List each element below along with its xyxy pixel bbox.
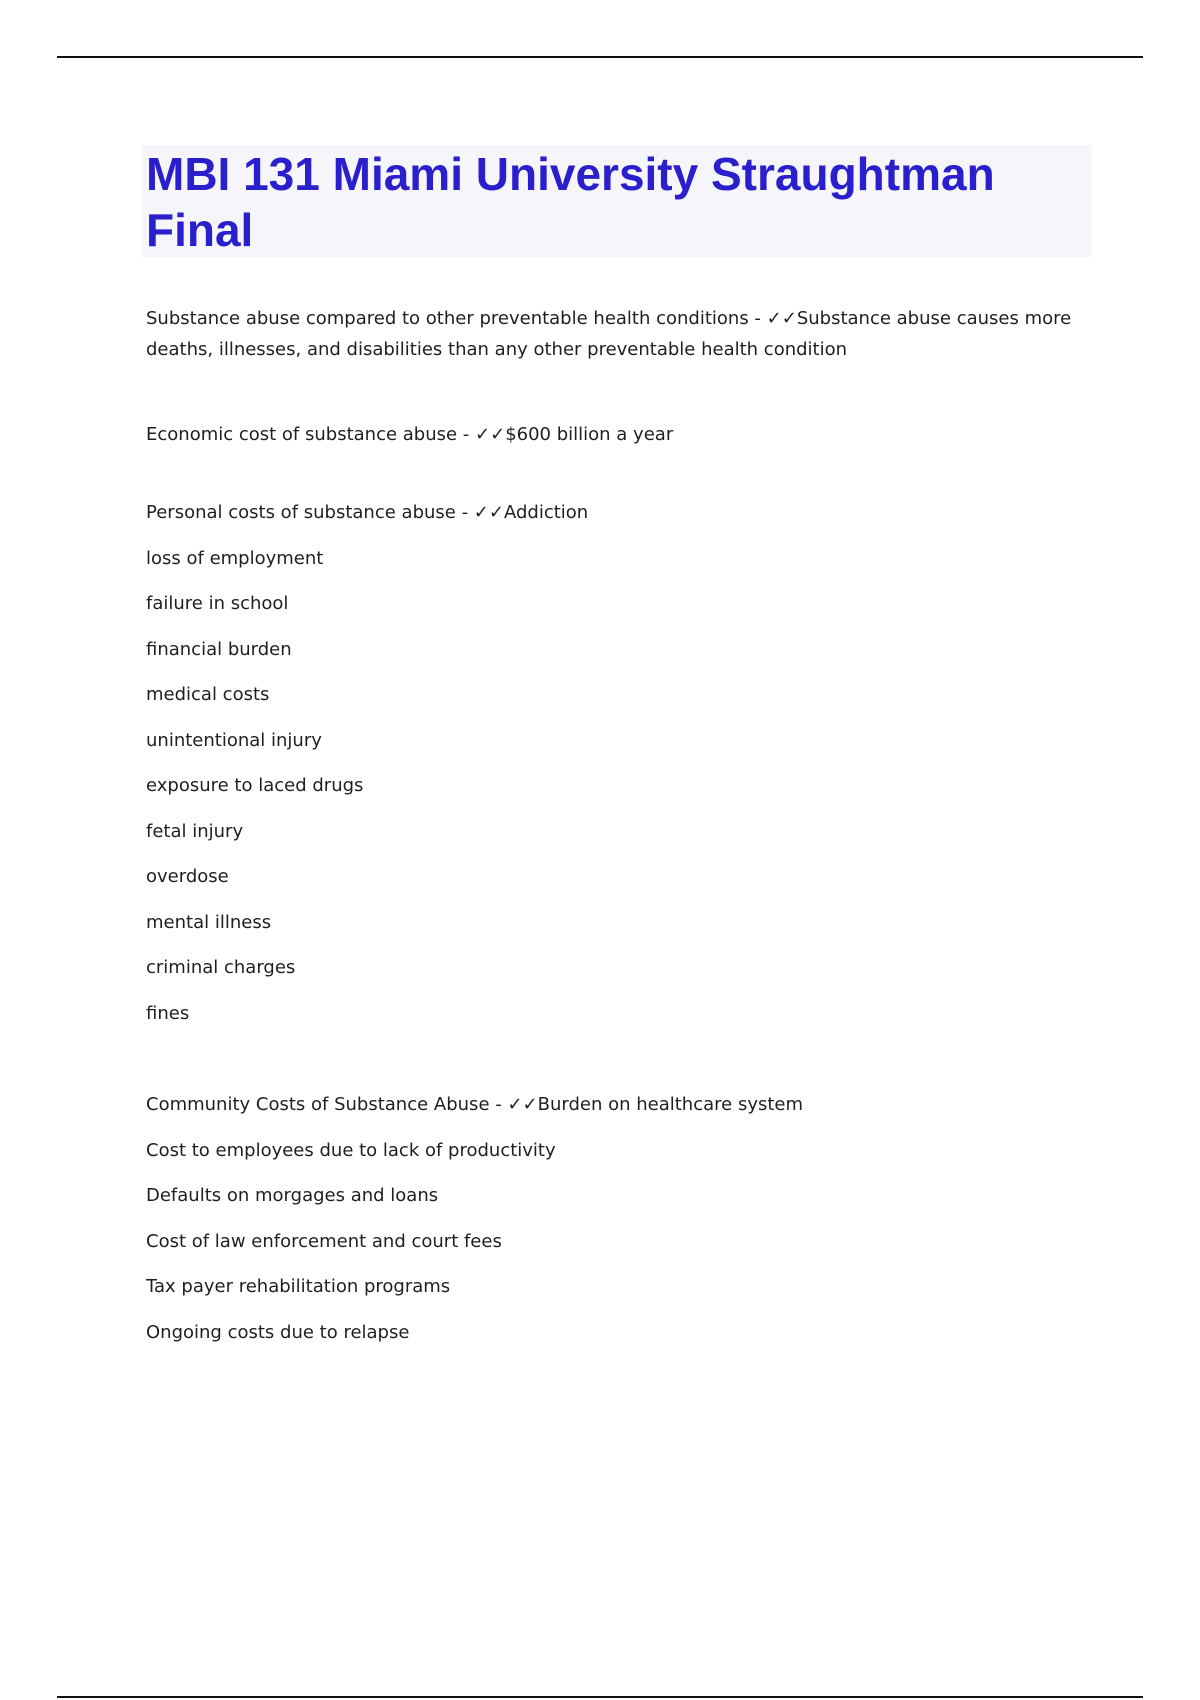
- bottom-rule: [57, 1696, 1143, 1698]
- list-item: exposure to laced drugs: [146, 775, 364, 796]
- list-item: fetal injury: [146, 820, 244, 842]
- term-text: Community Costs of Substance Abuse -: [146, 1094, 508, 1115]
- check-mark-icon: ✓✓: [473, 502, 504, 523]
- answer-text: Substance abuse causes more deaths, illnesses, and disabilities than any other preventable health condition: [146, 308, 1072, 360]
- answer-text: Addiction: [503, 502, 589, 523]
- qa-entry-personal-costs: [146, 498, 1086, 1044]
- qa-entry-community-costs: [146, 1090, 1086, 1363]
- qa-line: [146, 1090, 1086, 1136]
- list-item: Cost to employees due to lack of productivity: [146, 1139, 556, 1161]
- list-item: medical costs: [146, 684, 270, 705]
- term-text: Substance abuse compared to other preventable health conditions -: [146, 308, 767, 329]
- document-title: MBI 131 Miami University Straughtman Final: [146, 148, 995, 256]
- top-rule: [57, 56, 1143, 58]
- check-mark-icon: ✓✓: [475, 424, 506, 445]
- term-text: Economic cost of substance abuse -: [146, 424, 476, 445]
- check-mark-icon: ✓✓: [507, 1094, 538, 1115]
- list-item: financial burden: [146, 638, 292, 660]
- list-item: unintentional injury: [146, 729, 322, 751]
- list-item: criminal charges: [146, 957, 296, 978]
- list-item: Tax payer rehabilitation programs: [146, 1276, 451, 1297]
- list-item: Defaults on morgages and loans: [146, 1185, 439, 1206]
- list-item: fines: [146, 1002, 190, 1024]
- check-mark-icon: ✓✓: [766, 308, 797, 329]
- list-item: overdose: [146, 866, 229, 887]
- qa-line: [146, 498, 1086, 544]
- answer-text: Burden on healthcare system: [537, 1094, 804, 1115]
- list-item: mental illness: [146, 911, 272, 933]
- list-item: Ongoing costs due to relapse: [146, 1321, 410, 1343]
- document-body: [146, 303, 1086, 1363]
- term-text: Personal costs of substance abuse -: [146, 502, 474, 523]
- list-item: loss of employment: [146, 547, 324, 569]
- list-item: Cost of law enforcement and court fees: [146, 1230, 502, 1252]
- qa-entry-economic-cost: [146, 419, 1086, 450]
- list-item: failure in school: [146, 593, 289, 614]
- qa-entry-substance-abuse-comparison: [146, 303, 1086, 365]
- answer-text: $600 billion a year: [505, 424, 674, 445]
